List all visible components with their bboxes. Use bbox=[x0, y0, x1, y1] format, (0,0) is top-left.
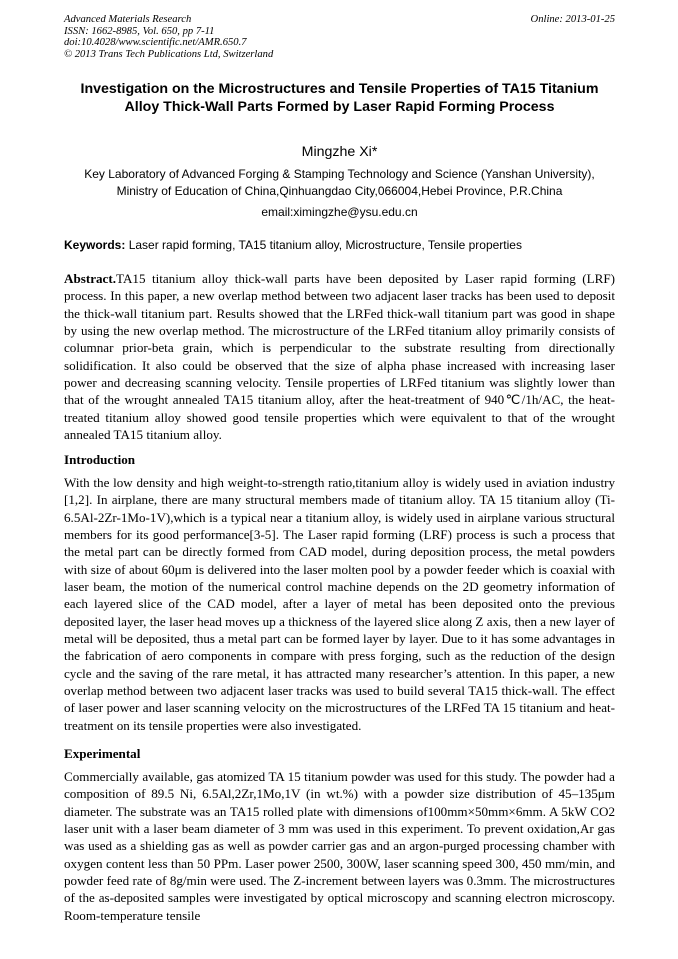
abstract-text: TA15 titanium alloy thick-wall parts have been deposited by Laser rapid forming (LRF) process. In this paper, a new overlap method between two adjacent laser tracks has been used to deposit the thick-wall titanium part. Results showed that the LRFed thick-wall titanium part was good in shape by using the new overlap method. The microstructure of the LRFed titanium alloy primarily consists of columnar prior-beta grain, which is perpendicular to the substrate resulting from directionally solidification. It also could be observed that the size of alpha phase increased with increasing laser power and decreasing scanning velocity. Tensile properties of LRFed titanium was slightly lower than that of the wrought annealed TA15 titanium alloy, after the heat-treatment of 940℃/1h/AC, the heat-treated titanium alloy showed good tensile properties which were equivalent to that of the wrought annealed TA15 titanium alloy. bbox=[64, 271, 615, 443]
page-header bbox=[64, 14, 615, 60]
abstract bbox=[64, 270, 615, 443]
online-date: Online: 2013-01-25 bbox=[530, 14, 615, 25]
journal-name: Advanced Materials Research bbox=[64, 14, 192, 25]
copyright-line: © 2013 Trans Tech Publications Ltd, Switzerland bbox=[64, 48, 274, 60]
keywords-label: Keywords: bbox=[64, 238, 126, 252]
experimental-heading: Experimental bbox=[64, 746, 141, 761]
affiliation-line-1: Key Laboratory of Advanced Forging & Stamping Technology and Science (Yanshan University), bbox=[84, 167, 595, 181]
keywords-text: Laser rapid forming, TA15 titanium alloy, Microstructure, Tensile properties bbox=[125, 238, 522, 252]
introduction-text: With the low density and high weight-to-strength ratio,titanium alloy is widely used in aviation industry [1,2]. In airplane, there are many structural members made of titanium alloy. TA 15 titanium alloy (Ti-6.5Al-2Zr-1Mo-1V),which is a typical near a titanium alloy, is widely used in airplane various structural members for its good performance[3-5]. The Laser rapid forming (LRF) process is such a process that the metal part can be directly formed from CAD model, during deposition process, the metal powders with size of about 60μm is delivered into the laser molten pool by a powder feeder which is coaxial with laser beam, the motion of the numerical control machine depends on the 2D geometry information of each layered slice of the CAD model, after a layer of metal has been deposited onto the previous deposited layer, the laser head moves up a thickness of the layered slice along Z axis, then a new layer of metal will be deposited, thus a metal part can be formed layer by layer. Due to it has some advantages in the fabrication of aero components in compare with press forging, such as the reduction of the design cycle and the saving of the rare metal, it has attracted many researcher’s attention. In this paper, a new overlap method between two adjacent laser tracks was used to build several TA15 thick-wall. The effect of laser power and laser scanning velocity on the microstructures of the LRFed TA 15 titanium and heat-treatment on its tensile properties were also investigated. bbox=[64, 475, 615, 733]
paper-title: Investigation on the Microstructures and Tensile Properties of TA15 Titanium Alloy Thick-Wall Parts Formed by Laser Rapid Forming Process bbox=[80, 81, 599, 115]
author-name: Mingzhe Xi* bbox=[301, 144, 378, 160]
keywords bbox=[64, 237, 624, 253]
issn-line: ISSN: 1662-8985, Vol. 650, pp 7-11 bbox=[64, 25, 215, 37]
doi-line: doi:10.4028/www.scientific.net/AMR.650.7 bbox=[64, 37, 247, 49]
affiliation-line-2: Ministry of Education of China,Qinhuangdao City,066004,Hebei Province, P.R.China bbox=[116, 183, 563, 198]
experimental-text: Commercially available, gas atomized TA 15 titanium powder was used for this study. The powder had a composition of 89.5 Ni, 6.5Al,2Zr,1Mo,1V (in wt.%) with a powder size distribution of 45–135μm diameter. The substrate was an TA15 rolled plate with dimensions of100mm×50mm×6mm. A 5kW CO2 laser unit with a laser beam diameter of 3 mm was used in this experiment. To prevent oxidation,Ar gas was used as a shielding gas as well as powder carrier gas and an argon-purged processing chamber with oxygen content less than 50 PPm. Laser power 2500, 300W, laser scanning speed 300, 450 mm/min, and powder feed rate of 8g/min were used. The Z-increment between layers was 0.3mm. The microstructures of the as-deposited samples were investigated by optical microscopy and scanning electron microscopy. Room-temperature tensile bbox=[64, 769, 615, 923]
introduction-heading: Introduction bbox=[64, 452, 136, 467]
abstract-label: Abstract. bbox=[64, 271, 116, 286]
affiliation bbox=[44, 166, 635, 199]
author-email: email:ximingzhe@ysu.edu.cn bbox=[261, 205, 418, 219]
